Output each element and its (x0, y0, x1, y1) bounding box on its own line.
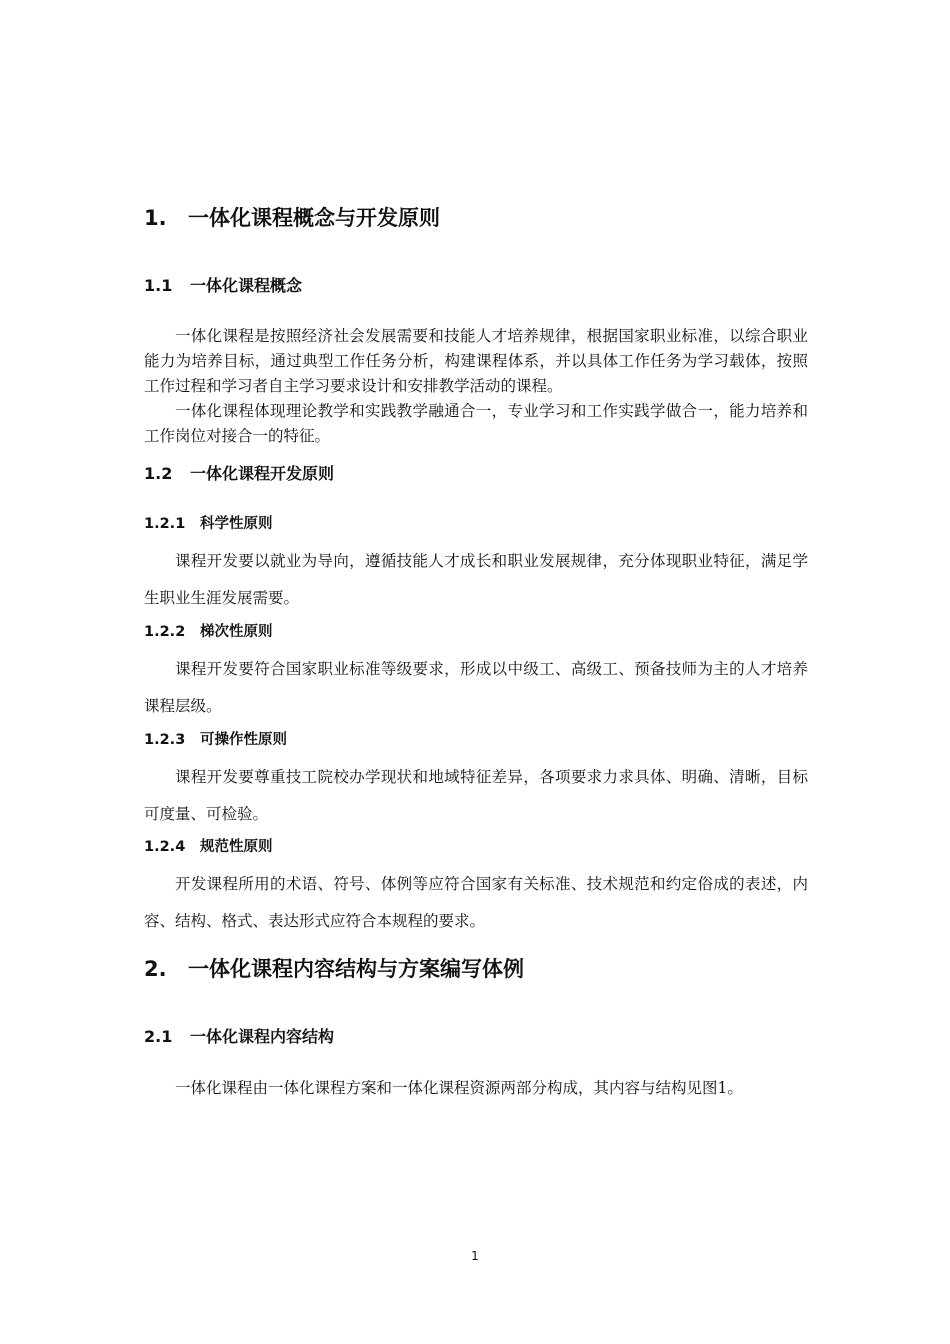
heading-title: 一体化课程内容结构与方案编写体例 (188, 957, 524, 981)
heading-number: 1.2.2 (144, 624, 186, 640)
heading-number: 2.1 (144, 1027, 173, 1046)
heading-section-1-1 (144, 275, 808, 297)
heading-title: 一体化课程概念 (190, 276, 303, 295)
paragraph-normative-principle: 开发课程所用的术语、符号、体例等应符合国家有关标准、技术规范和约定俗成的表述，内容、结构、格式、表达形式应符合本规程的要求。 (144, 875, 808, 930)
paragraph-course-features: 一体化课程体现理论教学和实践教学融通合一，专业学习和工作实践学做合一，能力培养和工作岗位对接合一的特征。 (144, 402, 808, 445)
heading-number: 1.2.1 (144, 516, 186, 532)
heading-section-1-2-4 (144, 837, 808, 857)
heading-title: 梯次性原则 (200, 624, 273, 640)
paragraph-course-definition: 一体化课程是按照经济社会发展需要和技能人才培养规律，根据国家职业标准，以综合职业能力为培养目标，通过典型工作任务分析，构建课程体系，并以具体工作任务为学习载体，按照工作过程和学习者自主学习要求设计和安排教学活动的课程。 (144, 327, 808, 395)
heading-number: 1. (144, 206, 167, 230)
heading-section-2-1 (144, 1026, 808, 1048)
heading-section-1-2-2 (144, 622, 808, 642)
heading-section-2 (144, 955, 808, 983)
heading-number: 1.2.3 (144, 732, 186, 748)
heading-section-1-2-1 (144, 514, 808, 534)
heading-section-1-2-3 (144, 730, 808, 750)
heading-number: 1.1 (144, 276, 173, 295)
heading-title: 规范性原则 (200, 839, 273, 855)
heading-section-1-2 (144, 463, 808, 485)
heading-section-1 (144, 204, 808, 232)
heading-title: 一体化课程开发原则 (190, 464, 335, 483)
heading-number: 2. (144, 957, 167, 981)
heading-title: 可操作性原则 (200, 732, 287, 748)
heading-title: 科学性原则 (200, 516, 273, 532)
paragraph-gradient-principle: 课程开发要符合国家职业标准等级要求，形成以中级工、高级工、预备技师为主的人才培养课程层级。 (144, 660, 808, 715)
heading-number: 1.2 (144, 464, 173, 483)
page-number: 1 (471, 1249, 479, 1263)
heading-number: 1.2.4 (144, 839, 186, 855)
paragraph-content-structure: 一体化课程由一体化课程方案和一体化课程资源两部分构成，其内容与结构见图1。 (175, 1079, 743, 1097)
heading-title: 一体化课程概念与开发原则 (188, 206, 440, 230)
paragraph-scientific-principle: 课程开发要以就业为导向，遵循技能人才成长和职业发展规律，充分体现职业特征，满足学生职业生涯发展需要。 (144, 552, 808, 607)
heading-title: 一体化课程内容结构 (190, 1027, 335, 1046)
paragraph-operability-principle: 课程开发要尊重技工院校办学现状和地域特征差异，各项要求力求具体、明确、清晰，目标可度量、可检验。 (144, 768, 808, 823)
